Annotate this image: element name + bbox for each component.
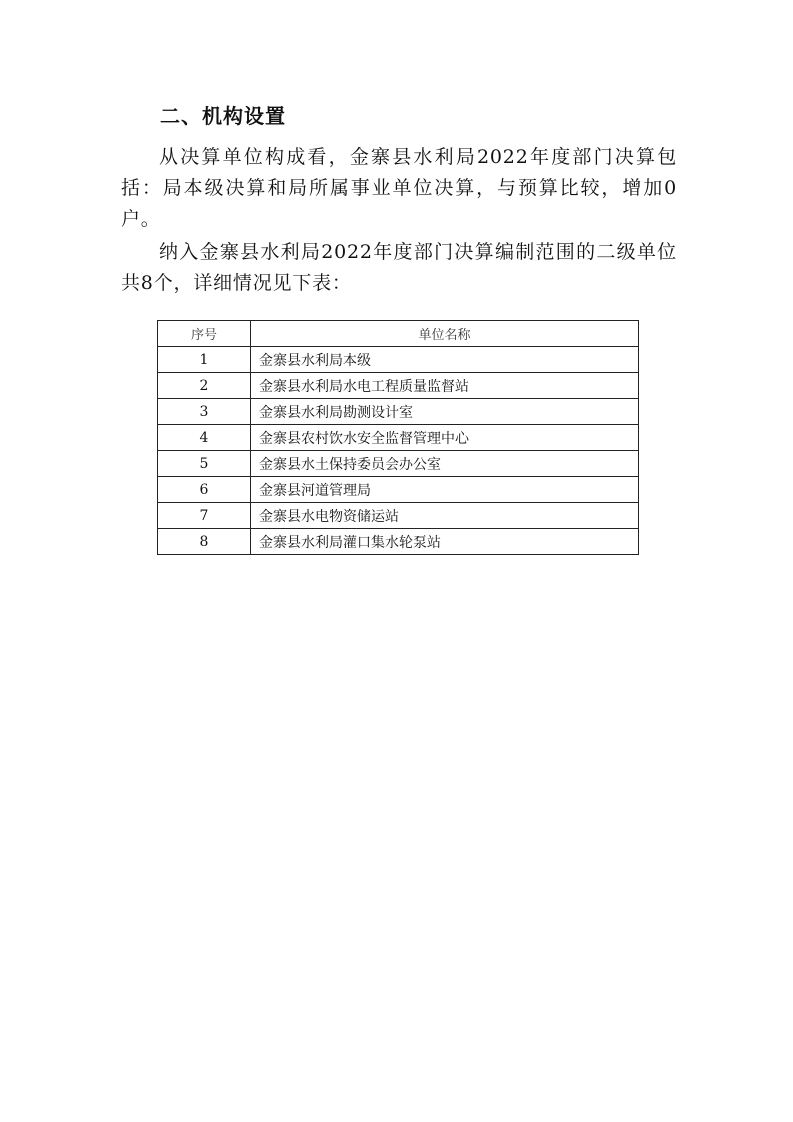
paragraph-unit-scope: 纳入金寨县水利局2022年度部门决算编制范围的二级单位共8个，详细情况见下表： (121, 241, 677, 294)
row-unit-name: 金寨县农村饮水安全监督管理中心 (251, 425, 639, 451)
row-unit-name: 金寨县水电物资储运站 (251, 503, 639, 529)
row-number: 7 (158, 503, 251, 529)
header-unit-name: 单位名称 (251, 321, 639, 347)
row-number: 2 (158, 373, 251, 399)
table-row (158, 373, 639, 399)
paragraph-budget-composition: 从决算单位构成看，金寨县水利局2022年度部门决算包括：局本级决算和局所属事业单位决算，与预算比较，增加0户。 (121, 146, 677, 230)
row-unit-name: 金寨县河道管理局 (251, 477, 639, 503)
row-unit-name: 金寨县水利局勘测设计室 (251, 399, 639, 425)
row-unit-name: 金寨县水土保持委员会办公室 (251, 451, 639, 477)
table-row (158, 503, 639, 529)
table-row (158, 399, 639, 425)
table-row (158, 477, 639, 503)
table-row (158, 529, 639, 555)
table-header-row (158, 321, 639, 347)
section-heading: 二、机构设置 (160, 104, 286, 128)
table-row (158, 347, 639, 373)
row-number: 6 (158, 477, 251, 503)
row-number: 4 (158, 425, 251, 451)
row-number: 5 (158, 451, 251, 477)
row-unit-name: 金寨县水利局水电工程质量监督站 (251, 373, 639, 399)
row-number: 8 (158, 529, 251, 555)
table-row (158, 425, 639, 451)
row-number: 1 (158, 347, 251, 373)
row-number: 3 (158, 399, 251, 425)
units-table (157, 320, 639, 555)
table-row (158, 451, 639, 477)
row-unit-name: 金寨县水利局灌口集水轮泵站 (251, 529, 639, 555)
header-serial-number: 序号 (158, 321, 251, 347)
row-unit-name: 金寨县水利局本级 (251, 347, 639, 373)
